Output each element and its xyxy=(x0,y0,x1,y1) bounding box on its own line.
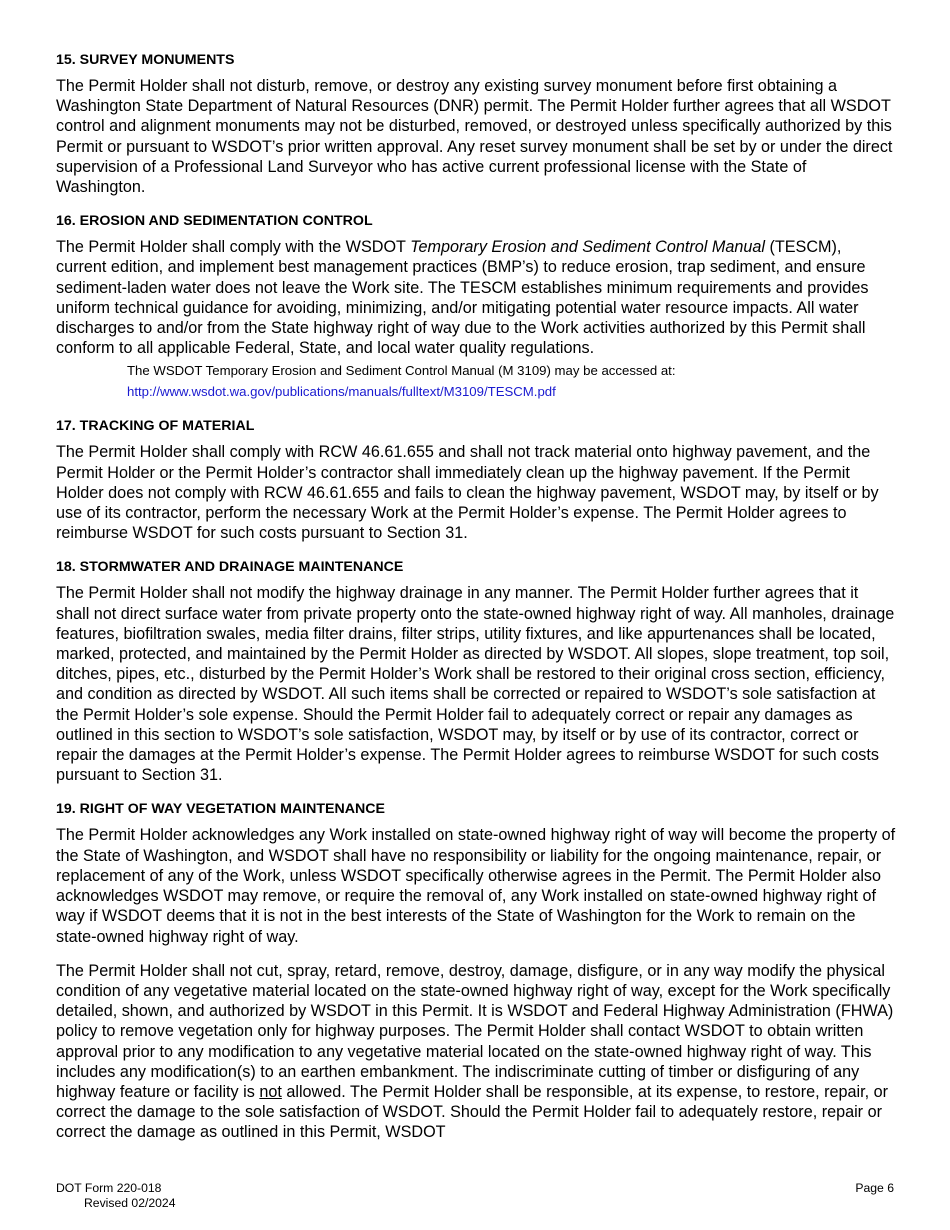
underlined-not: not xyxy=(259,1082,282,1101)
section-heading: 19. RIGHT OF WAY VEGETATION MAINTENANCE xyxy=(56,801,385,818)
section-heading: 18. STORMWATER AND DRAINAGE MAINTENANCE xyxy=(56,559,404,576)
section-heading: 16. EROSION AND SEDIMENTATION CONTROL xyxy=(56,213,373,230)
section-paragraph: The Permit Holder shall comply with the WSDOT Temporary Erosion and Sediment Control Manual (TESCM), current edition, and implement best management practices (BMP’s) to reduce erosion, trap sediment, and ensure sediment-laden water does not leave the Work site. The TESCM establishes minimum requirements and provides uniform technical guidance for avoiding, minimizing, and/or mitigating potential water resource impacts. All water discharges to and/or from the State highway right of way due to the Work activities authorized by this Permit shall conform to all applicable Federal, State, and local water quality regulations. xyxy=(56,238,869,358)
page-footer xyxy=(56,1181,894,1211)
section-16 xyxy=(56,211,896,402)
section-18 xyxy=(56,557,896,785)
section-paragraph: The Permit Holder shall comply with RCW 46.61.655 and shall not track material onto highway pavement, and the Permit Holder or the Permit Holder’s contractor shall immediately clean up the highway pavement. If the Permit Holder does not comply with RCW 46.61.655 and fails to clean the highway pavement, WSDOT may, by itself or by use of its contractor, perform the necessary Work at the Permit Holder’s expense. The Permit Holder agrees to reimburse WSDOT for such costs pursuant to Section 31. xyxy=(56,443,879,543)
section-heading: 17. TRACKING OF MATERIAL xyxy=(56,418,255,435)
section-heading: 15. SURVEY MONUMENTS xyxy=(56,52,235,68)
section-paragraph: The Permit Holder shall not cut, spray, retard, remove, destroy, damage, disfigure, or in any way modify the physical condition of any vegetative material located on the state-owned highway right of way, except for the Work specifically detailed, shown, and authorized by WSDOT in this Permit. It is WSDOT and Federal Highway Administration (FHWA) policy to remove vegetation only for highway purposes. The Permit Holder shall contact WSDOT to obtain written approval prior to any modification to any vegetative material located on the state-owned highway right of way. This includes any modification(s) to an earthen embankment. The indiscriminate cutting of timber or disfiguring of any highway feature or facility is not allowed. The Permit Holder shall be responsible, at its expense, to restore, repair, or correct the damage to the sole satisfaction of WSDOT. Should the Permit Holder fail to adequately restore, repair or correct the damage as outlined in this Permit, WSDOT xyxy=(56,961,894,1142)
section-17 xyxy=(56,416,896,543)
revision-date: Revised 02/2024 xyxy=(84,1196,176,1210)
section-15 xyxy=(56,50,896,197)
section-paragraph: The Permit Holder acknowledges any Work installed on state-owned highway right of way will become the property of the State of Washington, and WSDOT shall have no responsibility or liability for the ongoing maintenance, repair, or replacement of any of the Work, unless WSDOT specifically otherwise agrees in the Permit. The Permit Holder also acknowledges WSDOT may remove, or require the removal of, any Work installed on state-owned highway right of way if WSDOT deems that it is not in the best interests of the State of Washington for the Work to remain on the state-owned highway right of way. xyxy=(56,826,896,946)
section-paragraph: The Permit Holder shall not disturb, remove, or destroy any existing survey monument before first obtaining a Washington State Department of Natural Resources (DNR) permit. The Permit Holder further agrees that all WSDOT control and alignment monuments may not be disturbed, removed, or destroyed unless specifically authorized by this Permit or pursuant to WSDOT’s prior written approval. Any reset survey monument shall be set by or under the direct supervision of a Professional Land Surveyor who has active current professional license with the State of Washington. xyxy=(56,77,893,197)
tescm-link[interactable]: http://www.wsdot.wa.gov/publications/manuals/fulltext/M3109/TESCM.pdf xyxy=(127,384,556,400)
document-page xyxy=(56,50,896,1143)
manual-title: Temporary Erosion and Sediment Control Manual xyxy=(410,238,765,257)
section-19 xyxy=(56,799,896,1142)
form-number: DOT Form 220-018 xyxy=(56,1181,162,1195)
note-text: The WSDOT Temporary Erosion and Sediment Control Manual (M 3109) may be accessed at: xyxy=(127,363,676,379)
manual-note xyxy=(127,358,896,402)
section-paragraph: The Permit Holder shall not modify the highway drainage in any manner. The Permit Holder further agrees that it shall not direct surface water from private property onto the state-owned highway right of way. All manholes, drainage features, biofiltration swales, media filter drains, filter strips, utility fixtures, and like appurtenances shall be located, marked, protected, and maintained by the Permit Holder as directed by WSDOT. All slopes, slope treatment, top soil, ditches, pipes, etc., disturbed by the Permit Holder’s Work shall be restored to their original cross section, efficiency, and condition as directed by WSDOT. All such items shall be corrected or repaired to WSDOT’s sole satisfaction at the Permit Holder’s sole expense. Should the Permit Holder fail to adequately correct or repair any damages as outlined in this section to WSDOT’s sole satisfaction, WSDOT may, by itself or by use of its contractor, correct or repair the damages at the Permit Holder’s expense. The Permit Holder agrees to reimburse WSDOT for such costs pursuant to Section 31. xyxy=(56,584,895,785)
page-number: Page 6 xyxy=(855,1181,894,1195)
